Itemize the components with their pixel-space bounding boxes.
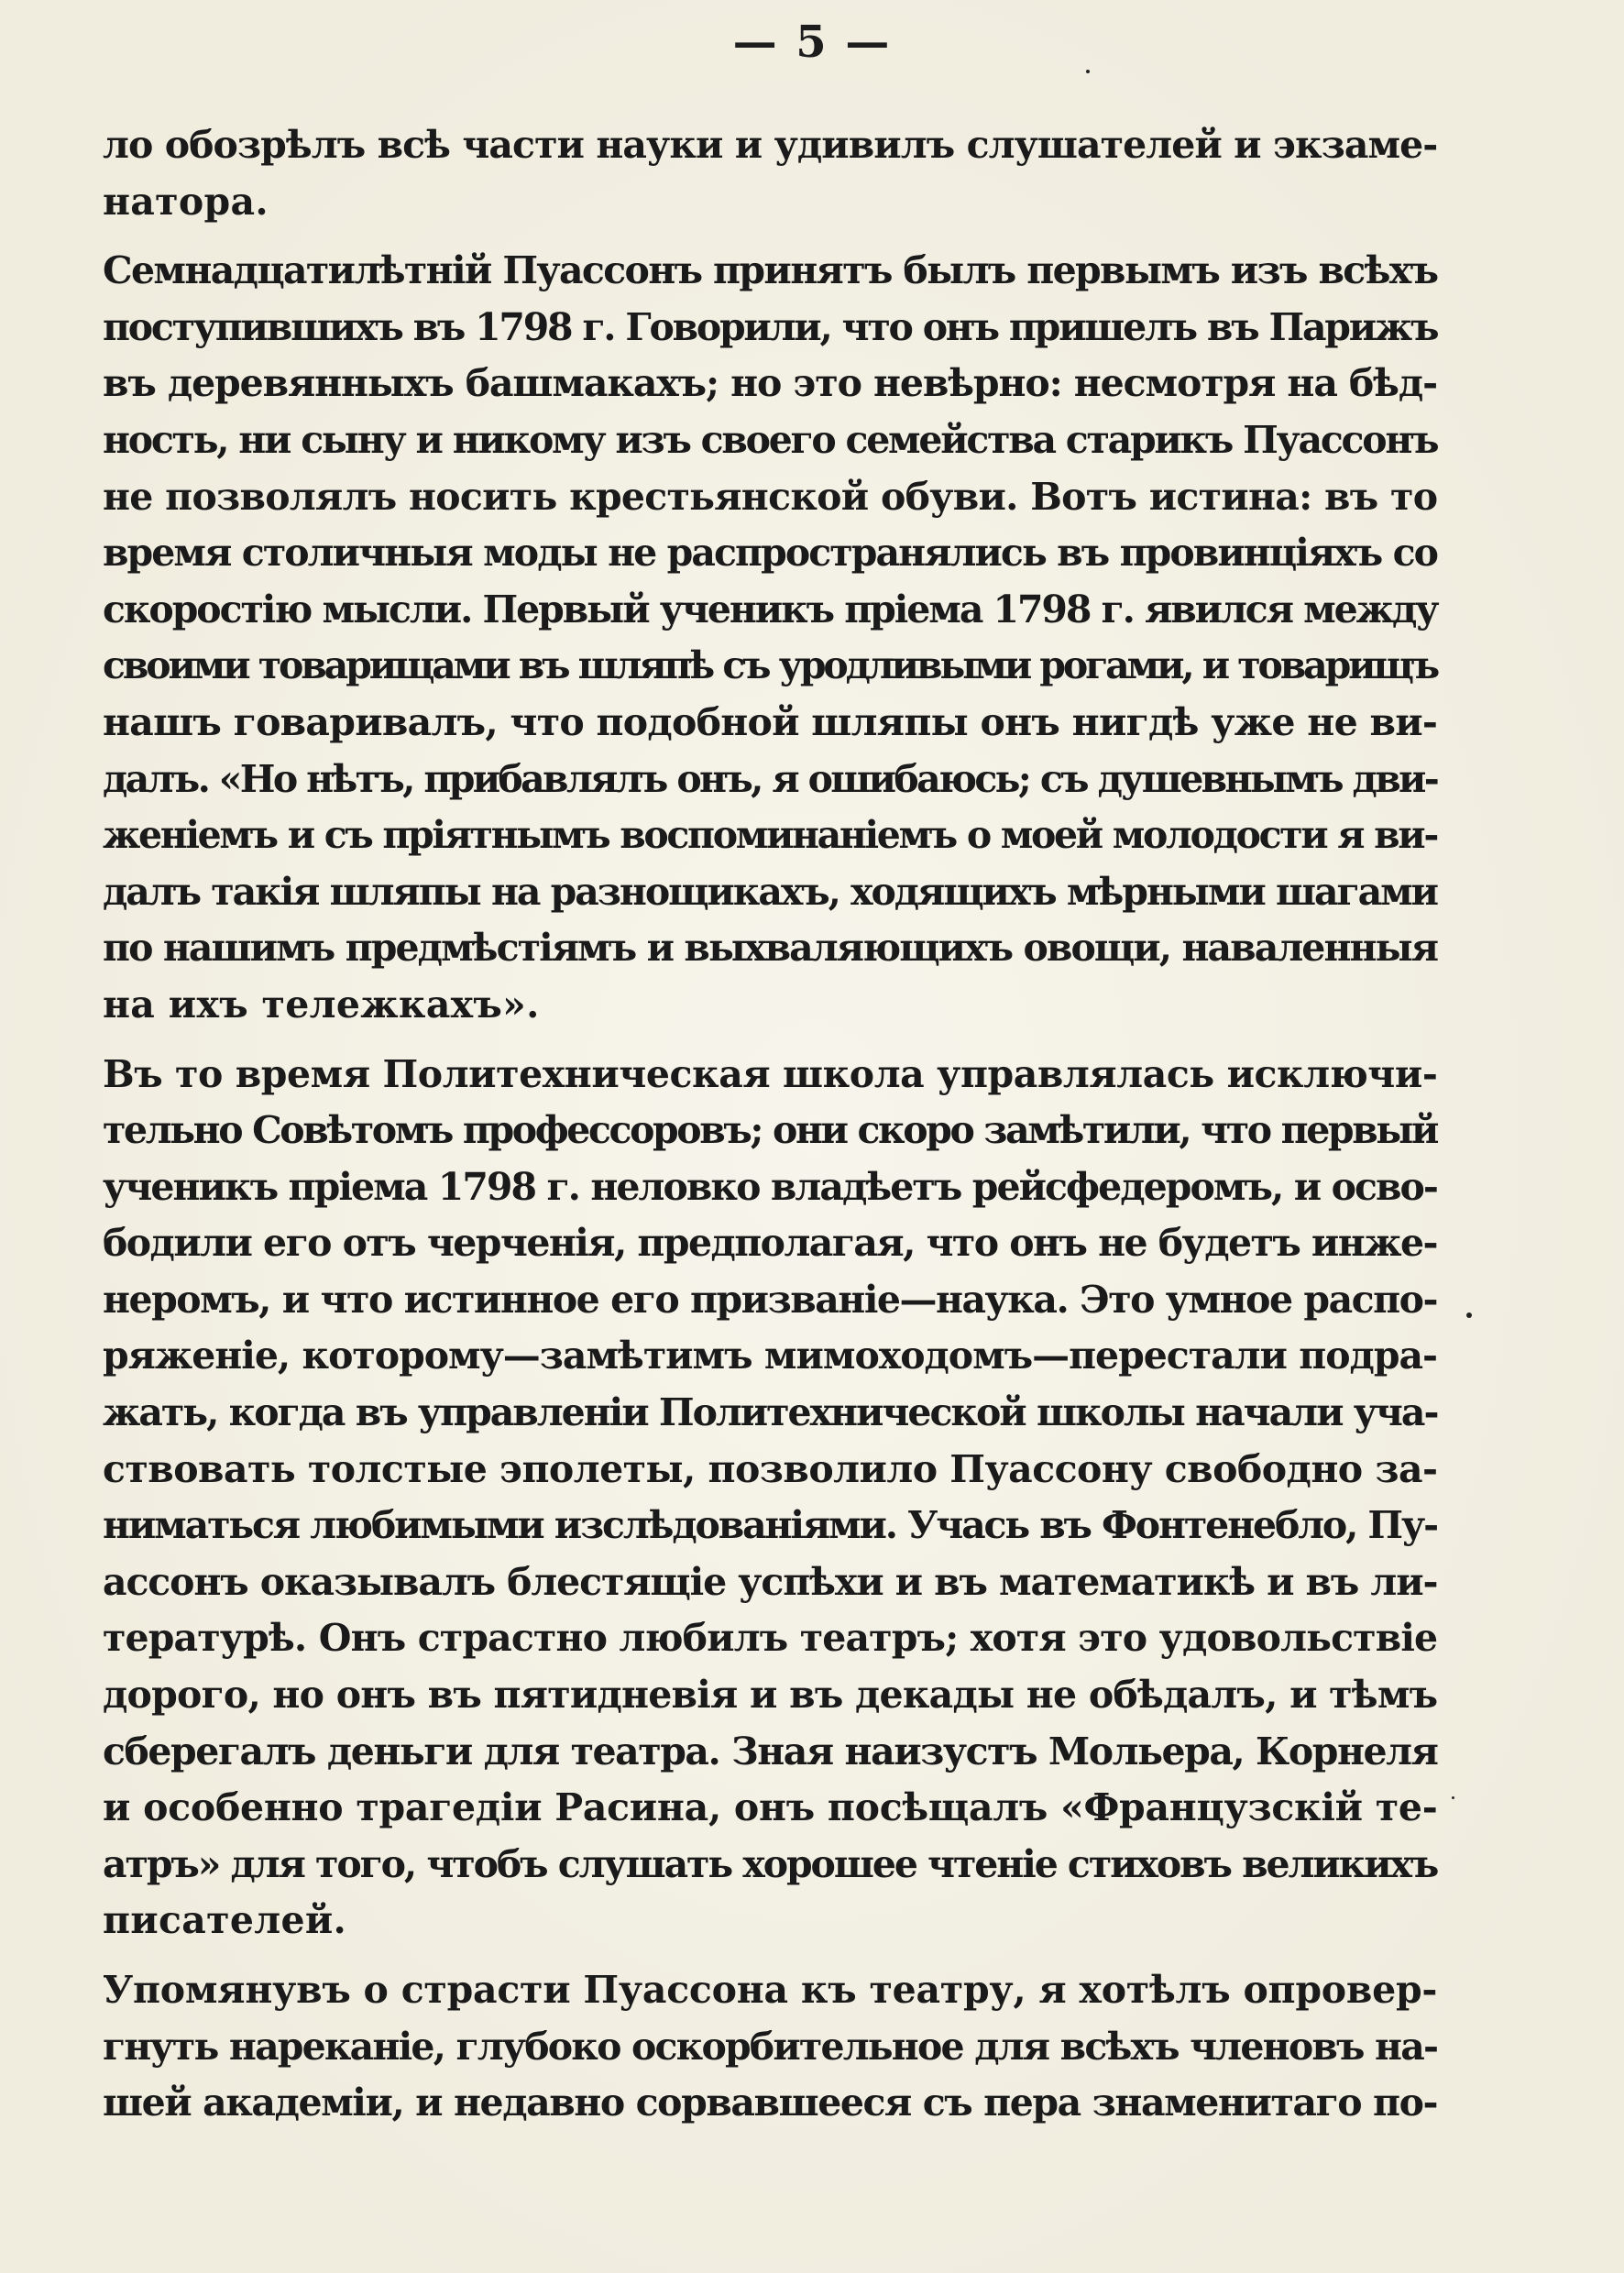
text-line: ряженіе, которому—замѣтимъ мимоходомъ—перестали подра- <box>103 1334 1437 1378</box>
text-line: далъ. «Но нѣтъ, прибавлялъ онъ, я ошибаюсь; съ душевнымъ дви- <box>103 756 1438 801</box>
paragraph <box>103 1962 1437 2132</box>
text-line: ассонъ оказывалъ блестящіе успѣхи и въ математикѣ и въ ли- <box>103 1559 1438 1604</box>
text-line: натора. <box>103 179 269 224</box>
text-line: ствовать толстые эполеты, позволило Пуассону свободно за- <box>103 1446 1438 1491</box>
text-line: Въ то время Политехническая школа управлялась исключи- <box>103 1051 1438 1096</box>
text-line: своими товарищами въ шляпѣ съ уродливыми рогами, и товарищъ <box>103 643 1438 688</box>
text-line: тературѣ. Онъ страстно любилъ театръ; хотя это удовольствіе <box>103 1616 1438 1661</box>
text-line: атръ» для того, чтобъ слушать хорошее чтеніе стиховъ великихъ <box>103 1841 1438 1886</box>
text-line: Семнадцатилѣтній Пуассонъ принятъ былъ первымъ изъ всѣхъ <box>103 248 1438 293</box>
text-line: нашъ говаривалъ, что подобной шляпы онъ нигдѣ уже не ви- <box>103 699 1438 744</box>
text-line: бодили его отъ черченія, предполагая, что онъ не будетъ инже- <box>103 1221 1437 1266</box>
text-line: жать, когда въ управленіи Политехнической школы начали уча- <box>103 1390 1438 1435</box>
text-line: скоростію мысли. Первый ученикъ пріема 1798 г. явился между <box>103 587 1438 631</box>
paragraph <box>103 243 1437 1033</box>
text-line: поступившихъ въ 1798 г. Говорили, что онъ пришелъ въ Парижъ <box>103 304 1438 349</box>
text-line: ло обозрѣлъ всѣ части науки и удивилъ слушателей и экзаме- <box>103 123 1438 167</box>
text-line: тельно Совѣтомъ профессоровъ; они скоро замѣтили, что первый <box>103 1108 1437 1153</box>
paragraph <box>103 117 1437 230</box>
text-line: ность, ни сыну и никому изъ своего семейства старикъ Пуассонъ <box>103 417 1438 462</box>
text-line: шей академіи, и недавно сорвавшееся съ пера знаменитаго по- <box>103 2081 1438 2125</box>
text-line: время столичныя моды не распространялись въ провинціяхъ со <box>103 531 1437 576</box>
text-line: не позволялъ носить крестьянской обуви. Вотъ истина: въ то <box>103 474 1438 519</box>
text-line: въ деревянныхъ башмакахъ; но это невѣрно: несмотря на бѣд- <box>103 361 1437 406</box>
paragraph <box>103 1047 1437 1950</box>
text-line: неромъ, и что истинное его призваніе—наука. Это умное распо- <box>103 1277 1437 1322</box>
text-line: ниматься любимыми изслѣдованіями. Учась въ Фонтенебло, Пу- <box>103 1503 1438 1548</box>
body-text <box>103 117 1437 2132</box>
text-line: писателей. <box>103 1898 347 1943</box>
text-line: на ихъ тележкахъ». <box>103 982 540 1027</box>
text-line: гнуть нареканіе, глубоко оскорбительное для всѣхъ членовъ на- <box>103 2024 1438 2069</box>
text-line: дорого, но онъ въ пятидневія и въ декады не обѣдалъ, и тѣмъ <box>103 1673 1438 1718</box>
text-line: по нашимъ предмѣстіямъ и выхваляющихъ овощи, наваленныя <box>103 926 1438 971</box>
ink-speck <box>1452 1796 1454 1799</box>
page-number: — 5 — <box>732 16 892 68</box>
ink-speck <box>1466 1312 1472 1318</box>
text-line: далъ такія шляпы на разнощикахъ, ходящихъ мѣрными шагами <box>103 869 1437 914</box>
text-line: женіемъ и съ пріятнымъ воспоминаніемъ о моей молодости я ви- <box>103 813 1437 858</box>
text-line: и особенно трагедіи Расина, онъ посѣщалъ «Французскій те- <box>103 1785 1438 1830</box>
ink-speck <box>1086 70 1090 73</box>
text-line: сберегалъ деньги для театра. Зная наизустъ Мольера, Корнеля <box>103 1729 1438 1773</box>
text-line: Упомянувъ о страсти Пуассона къ театру, я хотѣлъ опровер- <box>103 1968 1438 2012</box>
text-line: ученикъ пріема 1798 г. неловко владѣетъ рейсфедеромъ, и осво- <box>103 1164 1437 1209</box>
